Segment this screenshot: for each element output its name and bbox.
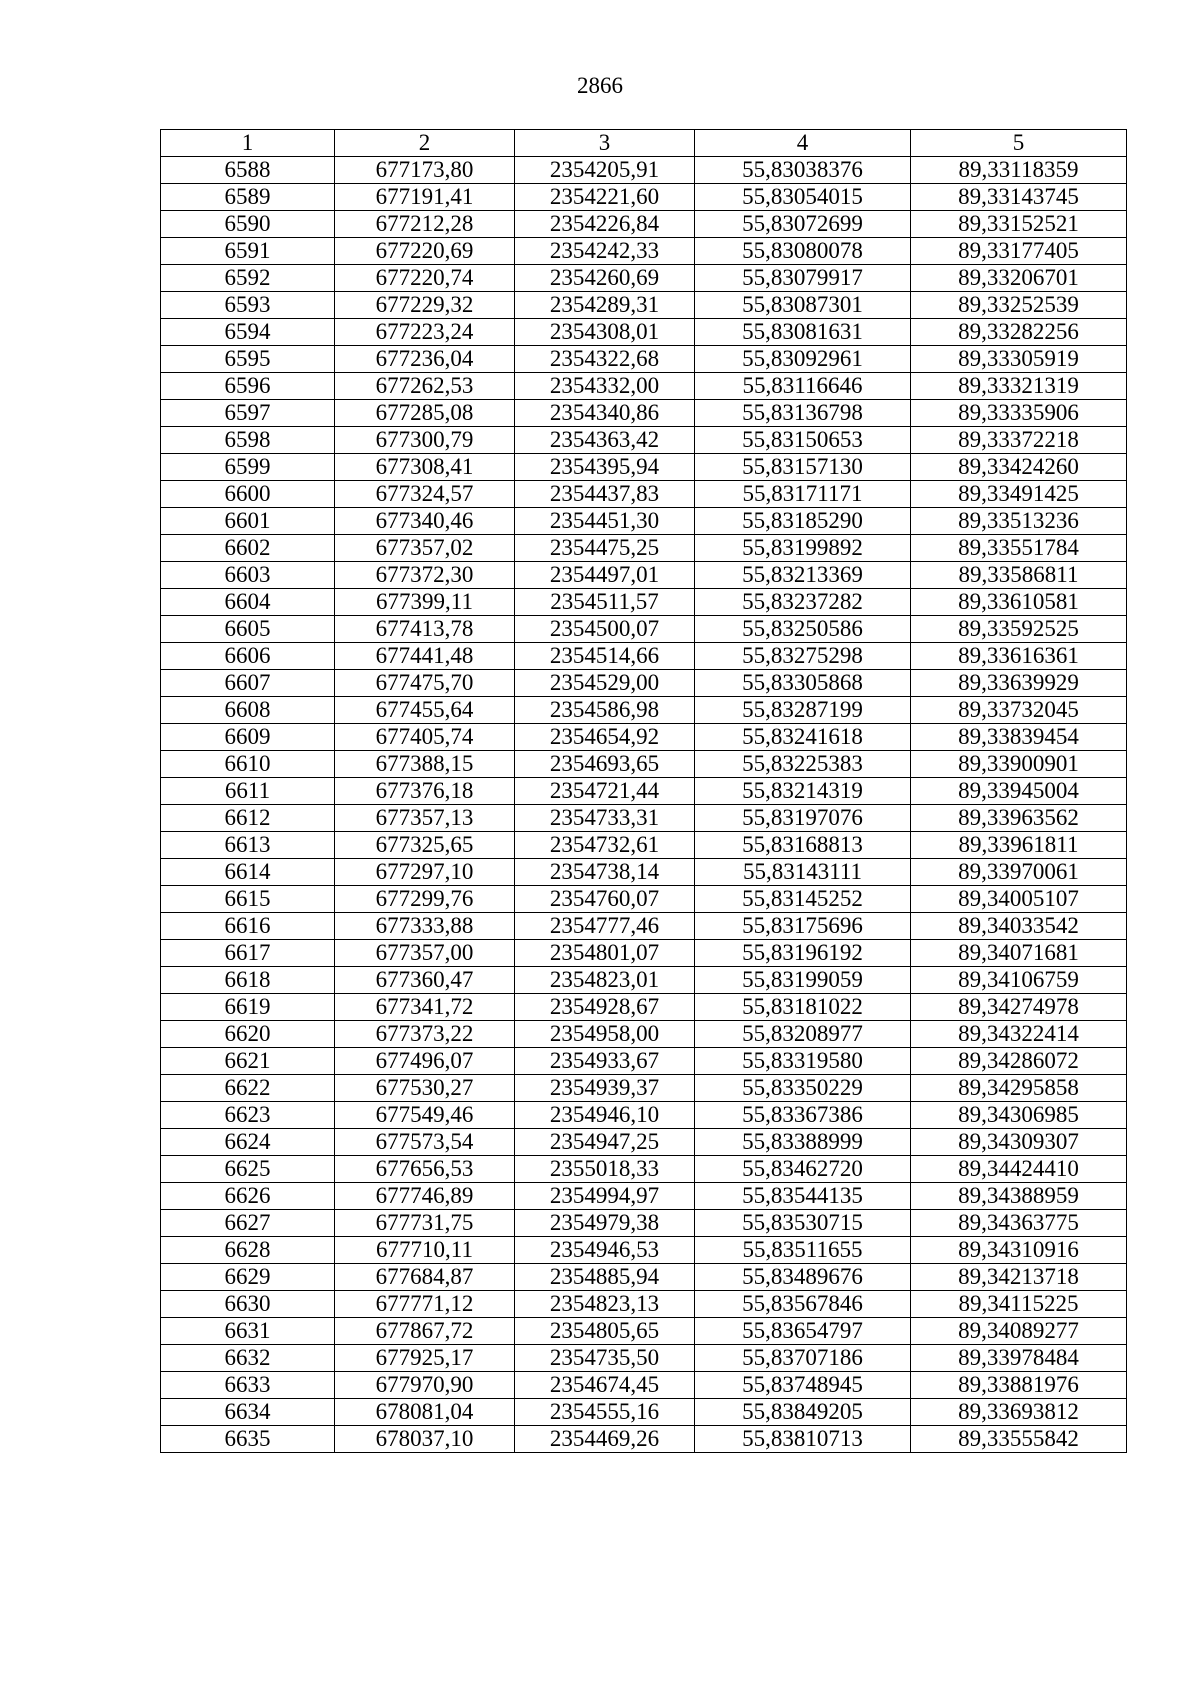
x-coordinate-cell: 677970,90	[335, 1372, 515, 1399]
table-row	[161, 940, 1127, 967]
longitude-cell: 89,33152521	[911, 211, 1127, 238]
point-number-cell: 6615	[161, 886, 335, 913]
longitude-cell: 89,33321319	[911, 373, 1127, 400]
page-number: 2866	[577, 73, 623, 98]
latitude-cell: 55,83168813	[695, 832, 911, 859]
point-number-cell: 6632	[161, 1345, 335, 1372]
longitude-cell: 89,34322414	[911, 1021, 1127, 1048]
longitude-cell: 89,34310916	[911, 1237, 1127, 1264]
longitude-cell: 89,34363775	[911, 1210, 1127, 1237]
point-number-cell: 6597	[161, 400, 335, 427]
point-number-cell: 6633	[161, 1372, 335, 1399]
x-coordinate-cell: 677297,10	[335, 859, 515, 886]
longitude-cell: 89,33963562	[911, 805, 1127, 832]
y-coordinate-cell: 2354514,66	[515, 643, 695, 670]
latitude-cell: 55,83462720	[695, 1156, 911, 1183]
table-row	[161, 724, 1127, 751]
x-coordinate-cell: 677360,47	[335, 967, 515, 994]
y-coordinate-cell: 2354946,53	[515, 1237, 695, 1264]
x-coordinate-cell: 678037,10	[335, 1426, 515, 1453]
latitude-cell: 55,83214319	[695, 778, 911, 805]
point-number-cell: 6622	[161, 1075, 335, 1102]
latitude-cell: 55,83185290	[695, 508, 911, 535]
point-number-cell: 6588	[161, 157, 335, 184]
y-coordinate-cell: 2354395,94	[515, 454, 695, 481]
point-number-cell: 6592	[161, 265, 335, 292]
x-coordinate-cell: 677357,00	[335, 940, 515, 967]
longitude-cell: 89,33945004	[911, 778, 1127, 805]
table-row	[161, 535, 1127, 562]
longitude-cell: 89,33372218	[911, 427, 1127, 454]
point-number-cell: 6595	[161, 346, 335, 373]
point-number-cell: 6600	[161, 481, 335, 508]
x-coordinate-cell: 677549,46	[335, 1102, 515, 1129]
latitude-cell: 55,83287199	[695, 697, 911, 724]
longitude-cell: 89,33616361	[911, 643, 1127, 670]
latitude-cell: 55,83530715	[695, 1210, 911, 1237]
y-coordinate-cell: 2354260,69	[515, 265, 695, 292]
column-header-2: 2	[335, 130, 515, 157]
longitude-cell: 89,34306985	[911, 1102, 1127, 1129]
y-coordinate-cell: 2354805,65	[515, 1318, 695, 1345]
latitude-cell: 55,83305868	[695, 670, 911, 697]
point-number-cell: 6610	[161, 751, 335, 778]
longitude-cell: 89,33143745	[911, 184, 1127, 211]
longitude-cell: 89,34286072	[911, 1048, 1127, 1075]
x-coordinate-cell: 677220,69	[335, 238, 515, 265]
point-number-cell: 6630	[161, 1291, 335, 1318]
table-row	[161, 400, 1127, 427]
x-coordinate-cell: 677229,32	[335, 292, 515, 319]
x-coordinate-cell: 677357,13	[335, 805, 515, 832]
x-coordinate-cell: 677285,08	[335, 400, 515, 427]
y-coordinate-cell: 2354340,86	[515, 400, 695, 427]
longitude-cell: 89,34388959	[911, 1183, 1127, 1210]
latitude-cell: 55,83150653	[695, 427, 911, 454]
longitude-cell: 89,33177405	[911, 238, 1127, 265]
y-coordinate-cell: 2355018,33	[515, 1156, 695, 1183]
x-coordinate-cell: 677573,54	[335, 1129, 515, 1156]
longitude-cell: 89,33551784	[911, 535, 1127, 562]
longitude-cell: 89,33252539	[911, 292, 1127, 319]
latitude-cell: 55,83748945	[695, 1372, 911, 1399]
table-body	[161, 157, 1127, 1453]
table-row	[161, 697, 1127, 724]
table-row	[161, 589, 1127, 616]
latitude-cell: 55,83072699	[695, 211, 911, 238]
latitude-cell: 55,83196192	[695, 940, 911, 967]
x-coordinate-cell: 677299,76	[335, 886, 515, 913]
x-coordinate-cell: 677867,72	[335, 1318, 515, 1345]
longitude-cell: 89,34309307	[911, 1129, 1127, 1156]
longitude-cell: 89,33305919	[911, 346, 1127, 373]
point-number-cell: 6634	[161, 1399, 335, 1426]
x-coordinate-cell: 677300,79	[335, 427, 515, 454]
y-coordinate-cell: 2354801,07	[515, 940, 695, 967]
y-coordinate-cell: 2354555,16	[515, 1399, 695, 1426]
y-coordinate-cell: 2354928,67	[515, 994, 695, 1021]
latitude-cell: 55,83171171	[695, 481, 911, 508]
table-row	[161, 238, 1127, 265]
latitude-cell: 55,83654797	[695, 1318, 911, 1345]
latitude-cell: 55,83038376	[695, 157, 911, 184]
latitude-cell: 55,83199059	[695, 967, 911, 994]
table-row	[161, 1345, 1127, 1372]
y-coordinate-cell: 2354947,25	[515, 1129, 695, 1156]
x-coordinate-cell: 677455,64	[335, 697, 515, 724]
longitude-cell: 89,34089277	[911, 1318, 1127, 1345]
longitude-cell: 89,34424410	[911, 1156, 1127, 1183]
longitude-cell: 89,34071681	[911, 940, 1127, 967]
latitude-cell: 55,83081631	[695, 319, 911, 346]
column-header-1: 1	[161, 130, 335, 157]
point-number-cell: 6631	[161, 1318, 335, 1345]
longitude-cell: 89,33513236	[911, 508, 1127, 535]
point-number-cell: 6605	[161, 616, 335, 643]
latitude-cell: 55,83544135	[695, 1183, 911, 1210]
y-coordinate-cell: 2354946,10	[515, 1102, 695, 1129]
latitude-cell: 55,83319580	[695, 1048, 911, 1075]
point-number-cell: 6624	[161, 1129, 335, 1156]
x-coordinate-cell: 677372,30	[335, 562, 515, 589]
y-coordinate-cell: 2354994,97	[515, 1183, 695, 1210]
table-header	[161, 130, 1127, 157]
latitude-cell: 55,83489676	[695, 1264, 911, 1291]
y-coordinate-cell: 2354529,00	[515, 670, 695, 697]
point-number-cell: 6593	[161, 292, 335, 319]
y-coordinate-cell: 2354322,68	[515, 346, 695, 373]
longitude-cell: 89,33592525	[911, 616, 1127, 643]
y-coordinate-cell: 2354332,00	[515, 373, 695, 400]
y-coordinate-cell: 2354451,30	[515, 508, 695, 535]
latitude-cell: 55,83136798	[695, 400, 911, 427]
column-header-5: 5	[911, 130, 1127, 157]
table-row	[161, 1156, 1127, 1183]
point-number-cell: 6629	[161, 1264, 335, 1291]
latitude-cell: 55,83087301	[695, 292, 911, 319]
x-coordinate-cell: 677710,11	[335, 1237, 515, 1264]
x-coordinate-cell: 677413,78	[335, 616, 515, 643]
y-coordinate-cell: 2354654,92	[515, 724, 695, 751]
x-coordinate-cell: 677212,28	[335, 211, 515, 238]
table-row	[161, 805, 1127, 832]
x-coordinate-cell: 678081,04	[335, 1399, 515, 1426]
table-row	[161, 913, 1127, 940]
y-coordinate-cell: 2354242,33	[515, 238, 695, 265]
longitude-cell: 89,34295858	[911, 1075, 1127, 1102]
longitude-cell: 89,33335906	[911, 400, 1127, 427]
y-coordinate-cell: 2354437,83	[515, 481, 695, 508]
x-coordinate-cell: 677731,75	[335, 1210, 515, 1237]
table-row	[161, 373, 1127, 400]
longitude-cell: 89,33961811	[911, 832, 1127, 859]
y-coordinate-cell: 2354939,37	[515, 1075, 695, 1102]
table-row	[161, 508, 1127, 535]
y-coordinate-cell: 2354511,57	[515, 589, 695, 616]
table-row	[161, 751, 1127, 778]
longitude-cell: 89,33118359	[911, 157, 1127, 184]
latitude-cell: 55,83275298	[695, 643, 911, 670]
table-row	[161, 886, 1127, 913]
latitude-cell: 55,83388999	[695, 1129, 911, 1156]
y-coordinate-cell: 2354308,01	[515, 319, 695, 346]
y-coordinate-cell: 2354735,50	[515, 1345, 695, 1372]
x-coordinate-cell: 677357,02	[335, 535, 515, 562]
longitude-cell: 89,33491425	[911, 481, 1127, 508]
y-coordinate-cell: 2354777,46	[515, 913, 695, 940]
latitude-cell: 55,83208977	[695, 1021, 911, 1048]
x-coordinate-cell: 677746,89	[335, 1183, 515, 1210]
table-row	[161, 346, 1127, 373]
point-number-cell: 6608	[161, 697, 335, 724]
table-row	[161, 1210, 1127, 1237]
longitude-cell: 89,34033542	[911, 913, 1127, 940]
point-number-cell: 6628	[161, 1237, 335, 1264]
longitude-cell: 89,34115225	[911, 1291, 1127, 1318]
x-coordinate-cell: 677325,65	[335, 832, 515, 859]
table-row	[161, 994, 1127, 1021]
latitude-cell: 55,83092961	[695, 346, 911, 373]
latitude-cell: 55,83199892	[695, 535, 911, 562]
y-coordinate-cell: 2354469,26	[515, 1426, 695, 1453]
y-coordinate-cell: 2354823,01	[515, 967, 695, 994]
column-header-4: 4	[695, 130, 911, 157]
table-row	[161, 562, 1127, 589]
table-row	[161, 265, 1127, 292]
longitude-cell: 89,33282256	[911, 319, 1127, 346]
x-coordinate-cell: 677684,87	[335, 1264, 515, 1291]
point-number-cell: 6613	[161, 832, 335, 859]
x-coordinate-cell: 677530,27	[335, 1075, 515, 1102]
longitude-cell: 89,33610581	[911, 589, 1127, 616]
x-coordinate-cell: 677333,88	[335, 913, 515, 940]
latitude-cell: 55,83707186	[695, 1345, 911, 1372]
table-row	[161, 1102, 1127, 1129]
y-coordinate-cell: 2354289,31	[515, 292, 695, 319]
latitude-cell: 55,83079917	[695, 265, 911, 292]
point-number-cell: 6602	[161, 535, 335, 562]
x-coordinate-cell: 677771,12	[335, 1291, 515, 1318]
table-row	[161, 670, 1127, 697]
latitude-cell: 55,83175696	[695, 913, 911, 940]
point-number-cell: 6594	[161, 319, 335, 346]
table-row	[161, 427, 1127, 454]
latitude-cell: 55,83157130	[695, 454, 911, 481]
point-number-cell: 6599	[161, 454, 335, 481]
longitude-cell: 89,33206701	[911, 265, 1127, 292]
point-number-cell: 6611	[161, 778, 335, 805]
latitude-cell: 55,83241618	[695, 724, 911, 751]
latitude-cell: 55,83116646	[695, 373, 911, 400]
y-coordinate-cell: 2354760,07	[515, 886, 695, 913]
point-number-cell: 6607	[161, 670, 335, 697]
longitude-cell: 89,33693812	[911, 1399, 1127, 1426]
longitude-cell: 89,33586811	[911, 562, 1127, 589]
point-number-cell: 6601	[161, 508, 335, 535]
longitude-cell: 89,33839454	[911, 724, 1127, 751]
latitude-cell: 55,83181022	[695, 994, 911, 1021]
longitude-cell: 89,34106759	[911, 967, 1127, 994]
table-row	[161, 1291, 1127, 1318]
latitude-cell: 55,83145252	[695, 886, 911, 913]
latitude-cell: 55,83237282	[695, 589, 911, 616]
latitude-cell: 55,83213369	[695, 562, 911, 589]
point-number-cell: 6603	[161, 562, 335, 589]
table-row	[161, 184, 1127, 211]
point-number-cell: 6623	[161, 1102, 335, 1129]
point-number-cell: 6591	[161, 238, 335, 265]
longitude-cell: 89,34274978	[911, 994, 1127, 1021]
table-row	[161, 778, 1127, 805]
point-number-cell: 6596	[161, 373, 335, 400]
longitude-cell: 89,33555842	[911, 1426, 1127, 1453]
latitude-cell: 55,83350229	[695, 1075, 911, 1102]
x-coordinate-cell: 677220,74	[335, 265, 515, 292]
x-coordinate-cell: 677262,53	[335, 373, 515, 400]
point-number-cell: 6627	[161, 1210, 335, 1237]
point-number-cell: 6598	[161, 427, 335, 454]
longitude-cell: 89,34213718	[911, 1264, 1127, 1291]
x-coordinate-cell: 677236,04	[335, 346, 515, 373]
latitude-cell: 55,83054015	[695, 184, 911, 211]
x-coordinate-cell: 677173,80	[335, 157, 515, 184]
y-coordinate-cell: 2354693,65	[515, 751, 695, 778]
point-number-cell: 6621	[161, 1048, 335, 1075]
table-row	[161, 1237, 1127, 1264]
x-coordinate-cell: 677441,48	[335, 643, 515, 670]
x-coordinate-cell: 677324,57	[335, 481, 515, 508]
table-row	[161, 1372, 1127, 1399]
point-number-cell: 6625	[161, 1156, 335, 1183]
latitude-cell: 55,83511655	[695, 1237, 911, 1264]
x-coordinate-cell: 677656,53	[335, 1156, 515, 1183]
x-coordinate-cell: 677191,41	[335, 184, 515, 211]
coordinates-table	[160, 129, 1127, 1453]
table-row	[161, 454, 1127, 481]
table-row	[161, 157, 1127, 184]
table-row	[161, 1048, 1127, 1075]
table-row	[161, 616, 1127, 643]
longitude-cell: 89,33881976	[911, 1372, 1127, 1399]
table-row	[161, 859, 1127, 886]
table-row	[161, 319, 1127, 346]
y-coordinate-cell: 2354497,01	[515, 562, 695, 589]
longitude-cell: 89,33900901	[911, 751, 1127, 778]
table-row	[161, 1264, 1127, 1291]
y-coordinate-cell: 2354885,94	[515, 1264, 695, 1291]
x-coordinate-cell: 677496,07	[335, 1048, 515, 1075]
latitude-cell: 55,83080078	[695, 238, 911, 265]
point-number-cell: 6589	[161, 184, 335, 211]
y-coordinate-cell: 2354205,91	[515, 157, 695, 184]
point-number-cell: 6614	[161, 859, 335, 886]
y-coordinate-cell: 2354674,45	[515, 1372, 695, 1399]
x-coordinate-cell: 677373,22	[335, 1021, 515, 1048]
column-header-3: 3	[515, 130, 695, 157]
y-coordinate-cell: 2354958,00	[515, 1021, 695, 1048]
table-row	[161, 967, 1127, 994]
y-coordinate-cell: 2354733,31	[515, 805, 695, 832]
table-row	[161, 832, 1127, 859]
latitude-cell: 55,83143111	[695, 859, 911, 886]
y-coordinate-cell: 2354933,67	[515, 1048, 695, 1075]
y-coordinate-cell: 2354226,84	[515, 211, 695, 238]
table-row	[161, 643, 1127, 670]
header-row	[161, 130, 1127, 157]
latitude-cell: 55,83225383	[695, 751, 911, 778]
y-coordinate-cell: 2354738,14	[515, 859, 695, 886]
table-row	[161, 1426, 1127, 1453]
y-coordinate-cell: 2354823,13	[515, 1291, 695, 1318]
x-coordinate-cell: 677308,41	[335, 454, 515, 481]
x-coordinate-cell: 677388,15	[335, 751, 515, 778]
y-coordinate-cell: 2354979,38	[515, 1210, 695, 1237]
table-row	[161, 292, 1127, 319]
x-coordinate-cell: 677925,17	[335, 1345, 515, 1372]
longitude-cell: 89,33970061	[911, 859, 1127, 886]
table-row	[161, 1318, 1127, 1345]
x-coordinate-cell: 677340,46	[335, 508, 515, 535]
longitude-cell: 89,33732045	[911, 697, 1127, 724]
latitude-cell: 55,83849205	[695, 1399, 911, 1426]
x-coordinate-cell: 677223,24	[335, 319, 515, 346]
point-number-cell: 6617	[161, 940, 335, 967]
y-coordinate-cell: 2354500,07	[515, 616, 695, 643]
x-coordinate-cell: 677405,74	[335, 724, 515, 751]
table-row	[161, 1075, 1127, 1102]
point-number-cell: 6618	[161, 967, 335, 994]
point-number-cell: 6620	[161, 1021, 335, 1048]
longitude-cell: 89,34005107	[911, 886, 1127, 913]
y-coordinate-cell: 2354363,42	[515, 427, 695, 454]
point-number-cell: 6604	[161, 589, 335, 616]
point-number-cell: 6616	[161, 913, 335, 940]
longitude-cell: 89,33639929	[911, 670, 1127, 697]
point-number-cell: 6606	[161, 643, 335, 670]
latitude-cell: 55,83567846	[695, 1291, 911, 1318]
table-row	[161, 1129, 1127, 1156]
y-coordinate-cell: 2354586,98	[515, 697, 695, 724]
x-coordinate-cell: 677399,11	[335, 589, 515, 616]
y-coordinate-cell: 2354221,60	[515, 184, 695, 211]
table-row	[161, 1183, 1127, 1210]
x-coordinate-cell: 677341,72	[335, 994, 515, 1021]
table-row	[161, 211, 1127, 238]
y-coordinate-cell: 2354475,25	[515, 535, 695, 562]
point-number-cell: 6612	[161, 805, 335, 832]
point-number-cell: 6590	[161, 211, 335, 238]
point-number-cell: 6635	[161, 1426, 335, 1453]
latitude-cell: 55,83250586	[695, 616, 911, 643]
point-number-cell: 6626	[161, 1183, 335, 1210]
table-row	[161, 1399, 1127, 1426]
table-row	[161, 481, 1127, 508]
latitude-cell: 55,83197076	[695, 805, 911, 832]
latitude-cell: 55,83367386	[695, 1102, 911, 1129]
longitude-cell: 89,33978484	[911, 1345, 1127, 1372]
point-number-cell: 6609	[161, 724, 335, 751]
longitude-cell: 89,33424260	[911, 454, 1127, 481]
x-coordinate-cell: 677475,70	[335, 670, 515, 697]
latitude-cell: 55,83810713	[695, 1426, 911, 1453]
table-row	[161, 1021, 1127, 1048]
y-coordinate-cell: 2354721,44	[515, 778, 695, 805]
point-number-cell: 6619	[161, 994, 335, 1021]
x-coordinate-cell: 677376,18	[335, 778, 515, 805]
y-coordinate-cell: 2354732,61	[515, 832, 695, 859]
